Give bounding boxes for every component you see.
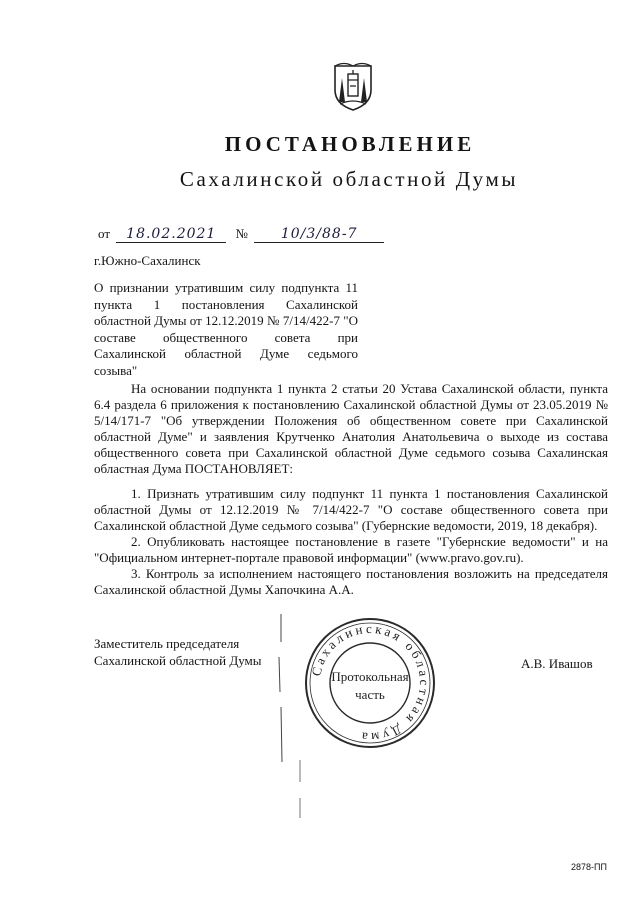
stamp-ring-text: Сахалинская областная Дума [308, 620, 433, 746]
document-title: ПОСТАНОВЛЕНИЕ [224, 132, 476, 156]
registration-line [98, 226, 384, 243]
number-prefix: № [235, 226, 248, 241]
preamble-paragraph: На основании подпункта 1 пункта 2 статьи 20 Устава Сахалинской области, пункта 6.4 раздела 6 приложения к постановлению Сахалинской областной Думы от 23.05.2019 № 5/14/171-7 "Об утверждении Положения об общественном совете при Сахалинской областной Думе" и заявления Крутченко Анатолия Анатольевича о выходе из состава общественного совета при Сахалинской областной Думе седьмого созыва Сахалинская областная Дума ПОСТАНОВЛЯЕТ: [94, 381, 608, 476]
document-body [94, 381, 608, 598]
document-subject: О признании утратившим силу подпункта 11 пункта 1 постановления Сахалинской областной Думы от 12.12.2019 № 7/14/422-7 "О составе общественного совета при Сахалинской областной Думе седьмого созыва" [94, 280, 358, 378]
document-number: 10/3/88-7 [254, 226, 384, 243]
stamp-center-line-1: Протокольная [331, 669, 409, 684]
signatory-position [94, 635, 262, 669]
resolution-item-2: 2. Опубликовать настоящее постановление в газете "Губернские ведомости" и на "Официальном интернет-портале правовой информации" (www.pravo.gov.ru). [94, 534, 608, 565]
coat-of-arms-icon [332, 60, 374, 112]
signature-mark [275, 612, 287, 772]
resolution-item-1: 1. Признать утратившим силу подпункт 11 пункта 1 постановления Сахалинской областной Думы от 12.12.2019 № 7/14/422-7 "О составе общественного совета при Сахалинской областной Думе седьмого созыва" (Губернские ведомости, 2019, 18 декабря). [94, 486, 608, 533]
position-line-1: Заместитель председателя [94, 636, 240, 651]
city: г.Южно-Сахалинск [94, 253, 201, 268]
signatory-name: А.В. Ивашов [521, 656, 593, 671]
date-prefix: от [98, 226, 111, 241]
document-date: 18.02.2021 [116, 226, 226, 243]
document-code: 2878-ПП [571, 862, 607, 872]
official-stamp [302, 615, 438, 751]
pen-stroke-mark [270, 760, 330, 820]
document-subtitle: Сахалинской областной Думы [179, 167, 519, 191]
resolution-item-3: 3. Контроль за исполнением настоящего постановления возложить на председателя Сахалинской областной Думы Хапочкина А.А. [94, 566, 608, 597]
position-line-2: Сахалинской областной Думы [94, 653, 262, 668]
stamp-center-line-2: часть [355, 687, 385, 702]
